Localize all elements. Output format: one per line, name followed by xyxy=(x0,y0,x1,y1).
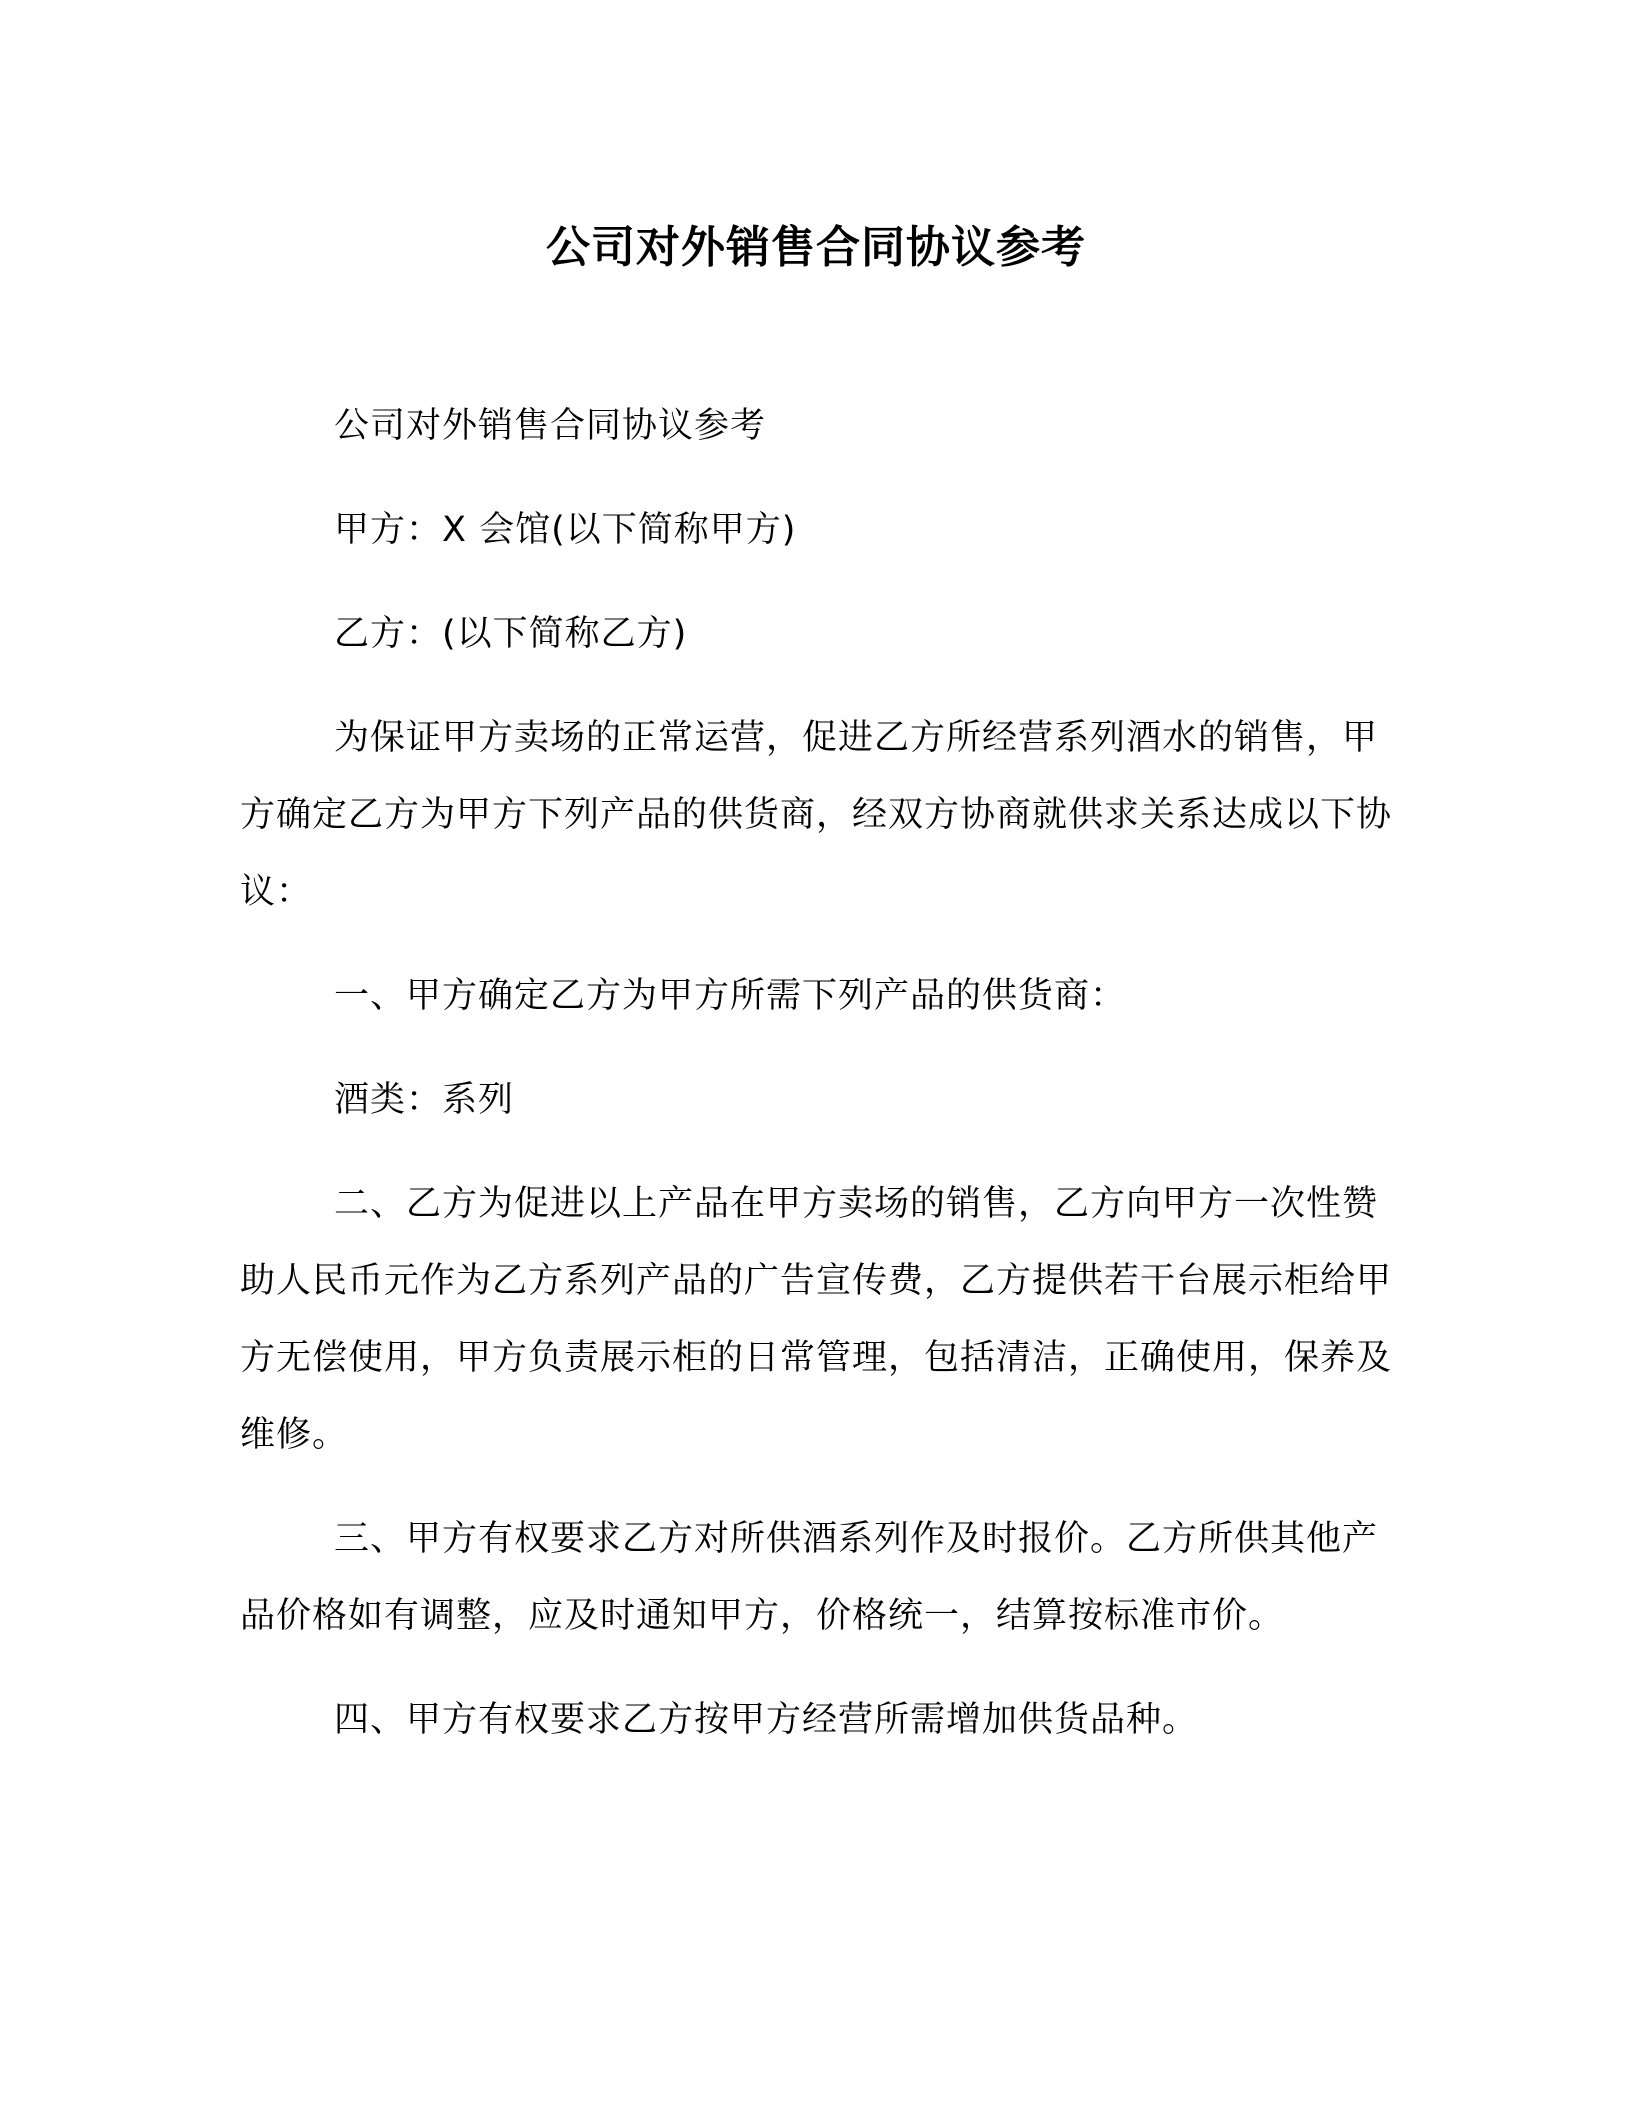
document-title: 公司对外销售合同协议参考 xyxy=(546,222,1086,273)
paragraph-heading: 公司对外销售合同协议参考 xyxy=(334,406,767,446)
paragraph-clause-2: 二、乙方为促进以上产品在甲方卖场的销售，乙方向甲方一次性赞助人民币元作为乙方系列产品的广告宣传费，乙方提供若干台展示柜给甲方无偿使用，甲方负责展示柜的日常管理，包括清洁，正确使用，保养及维修。 xyxy=(240,1184,1393,1455)
paragraph-liquor-category: 酒类：系列 xyxy=(334,1080,515,1120)
paragraph-clause-3: 三、甲方有权要求乙方对所供酒系列作及时报价。乙方所供其他产品价格如有调整，应及时通知甲方，价格统一，结算按标准市价。 xyxy=(240,1519,1379,1636)
paragraph-preamble: 为保证甲方卖场的正常运营，促进乙方所经营系列酒水的销售，甲方确定乙方为甲方下列产品的供货商，经双方协商就供求关系达成以下协议： xyxy=(240,718,1393,912)
document-body xyxy=(240,388,1396,1786)
paragraph-party-a: 甲方：X 会馆(以下简称甲方) xyxy=(334,510,797,550)
paragraph-party-b: 乙方：(以下简称乙方) xyxy=(334,614,688,654)
paragraph-clause-1: 一、甲方确定乙方为甲方所需下列产品的供货商： xyxy=(334,976,1127,1016)
paragraph-clause-4: 四、甲方有权要求乙方按甲方经营所需增加供货品种。 xyxy=(334,1700,1199,1740)
